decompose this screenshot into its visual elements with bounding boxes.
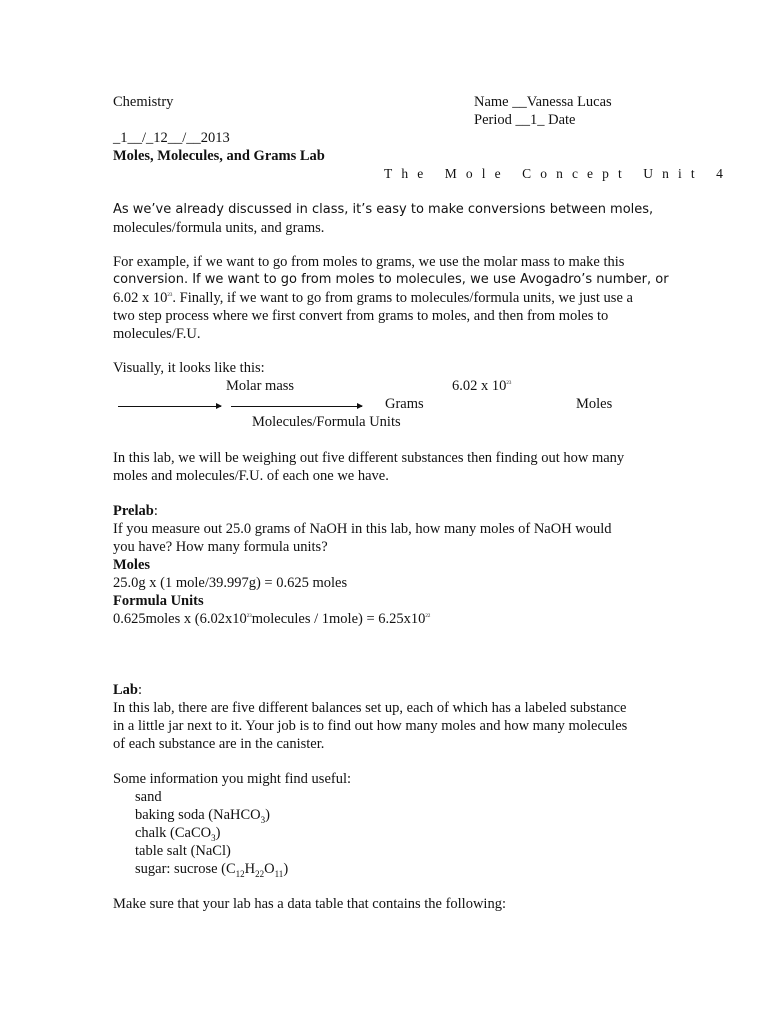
formula-units-heading: Formula Units [113,593,204,609]
list-item-baking-soda: baking soda (NaHCO$_3$) [135,807,270,825]
list-item-sucrose: sugar: sucrose $(C_{12}H_{22}O_{11})$ [135,861,289,879]
course-label: Chemistry [113,94,174,110]
lab-line2: in a little jar next to it. Your job is to find out how many moles and how many molecules [113,718,628,734]
lab-line1: In this lab, there are five different balances set up, each of which has a labeled substance [113,700,627,716]
date-line: _1__/_12__/__2013 [113,130,230,146]
molar-mass-label: Molar mass [226,378,295,394]
intro-p2-line4: two step process where we first convert from grams to moles, and then from moles to [113,308,609,324]
list-item-chalk: chalk (CaCO$_3$) [135,825,221,843]
moles-calculation: 25.0g x (1 mole/39.997g) = 0.625 moles [113,575,348,591]
prelab-question-line2: you have? How many formula units? [113,539,328,555]
arrow-right-2 [231,406,362,407]
intro-p1-line1: As we’ve already discussed in class, it’s easy to make conversions between moles, [113,202,654,217]
page-title: Moles, Molecules, and Grams Lab [113,148,325,164]
arrow-right-1 [118,406,221,407]
intro-p1-line2: molecules/formula units, and grams. [113,220,325,236]
period-date: Period __1_ Date [474,112,576,128]
list-item-table-salt: table salt (NaCl) [135,843,231,859]
lab-intro-line1: In this lab, we will be weighing out five different substances then finding out how many [113,450,625,466]
molecules-label: Molecules/Formula Units [252,414,401,430]
closing-line: Make sure that your lab has a data table that contains the following: [113,896,506,912]
intro-p2-line3: 6.02 x $10^{23}$. Finally, if we want to go from grams to molecules/formula units, we just use a [113,290,633,306]
grams-label: Grams [385,396,424,412]
formula-units-calculation: 0.625moles x ($6.02x10^{23}molecules$ / 1mole) = $6.25x10^{22}$ [113,611,431,627]
student-name: Name __Vanessa Lucas [474,94,612,110]
lab-heading: Lab: [113,682,143,698]
diagram-intro: Visually, it looks like this: [113,360,265,376]
prelab-heading: Prelab: [113,503,158,519]
info-intro: Some information you might find useful: [113,771,352,787]
intro-p2-line2: conversion. If we want to go from moles to molecules, we use Avogadro’s number, or [113,272,669,287]
moles-label: Moles [576,396,613,412]
list-item-sand: sand [135,789,162,805]
moles-heading: Moles [113,557,151,573]
lab-line3: of each substance are in the canister. [113,736,325,752]
prelab-question-line1: If you measure out 25.0 grams of NaOH in this lab, how many moles of NaOH would [113,521,612,537]
intro-p2-line5: molecules/F.U. [113,326,201,342]
lab-intro-line2: moles and molecules/F.U. of each one we have. [113,468,389,484]
intro-p2-line1: For example, if we want to go from moles to grams, we use the molar mass to make this [113,254,625,270]
avogadro-label: 6.02 x $10^{23}$ [452,378,512,394]
unit-label: The Mole Concept Unit 4 [384,166,733,181]
